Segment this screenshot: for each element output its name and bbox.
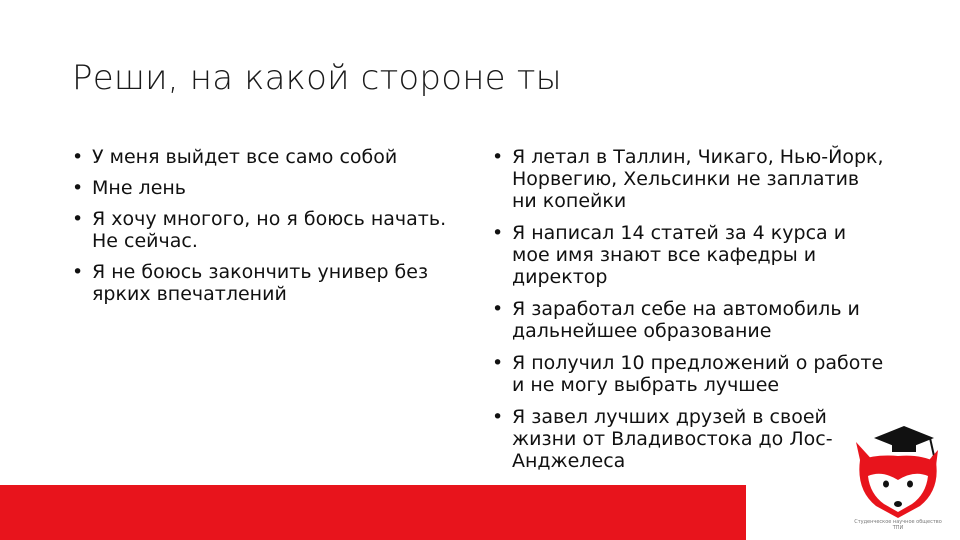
right-bullet-item	[492, 406, 884, 472]
left-bullet-item	[72, 146, 472, 168]
bullet-dot: •	[72, 208, 84, 230]
right-bullet-text: Я получил 10 предложений о работе и не могу выбрать лучшее	[512, 352, 884, 396]
right-bullet-text: Я летал в Таллин, Чикаго, Нью-Йорк, Норвегию, Хельсинки не заплатив ни копейки	[512, 146, 884, 212]
left-bullet-item	[72, 177, 472, 199]
right-bullet-item	[492, 222, 884, 288]
bullet-dot: •	[492, 146, 504, 168]
logo-caption	[848, 519, 948, 531]
left-bullet-text: Я хочу многого, но я боюсь начать. Не сейчас.	[92, 208, 447, 252]
logo-caption-line1: Студенческое научное общество	[854, 519, 942, 525]
red-accent-bar	[0, 485, 746, 540]
right-bullet-text: Я написал 14 статей за 4 курса и мое имя знают все кафедры и директор	[512, 222, 847, 288]
bullet-dot: •	[492, 298, 504, 320]
left-bullet-list	[72, 146, 472, 314]
left-bullet-text: Мне лень	[92, 177, 186, 199]
right-bullet-text: Я заработал себе на автомобиль и дальнейшее образование	[512, 298, 860, 342]
right-bullet-text: Я завел лучших друзей в своей жизни от Владивостока до Лос-Анджелеса	[512, 406, 833, 472]
bullet-dot: •	[72, 177, 84, 199]
logo-caption-line2: ТПИ	[892, 525, 904, 531]
left-bullet-text: У меня выйдет все само собой	[92, 146, 398, 168]
bullet-dot: •	[72, 261, 84, 283]
right-bullet-item	[492, 352, 884, 396]
left-bullet-item	[72, 208, 472, 252]
bullet-dot: •	[492, 222, 504, 244]
bullet-dot: •	[72, 146, 84, 168]
bullet-dot: •	[492, 406, 504, 428]
right-bullet-list	[492, 146, 884, 482]
right-bullet-item	[492, 298, 884, 342]
slide-title: Реши, на какой стороне ты	[72, 58, 562, 98]
right-bullet-item	[492, 146, 884, 212]
left-bullet-text: Я не боюсь закончить универ без ярких впечатлений	[92, 261, 429, 305]
bullet-dot: •	[492, 352, 504, 374]
left-bullet-item	[72, 261, 472, 305]
